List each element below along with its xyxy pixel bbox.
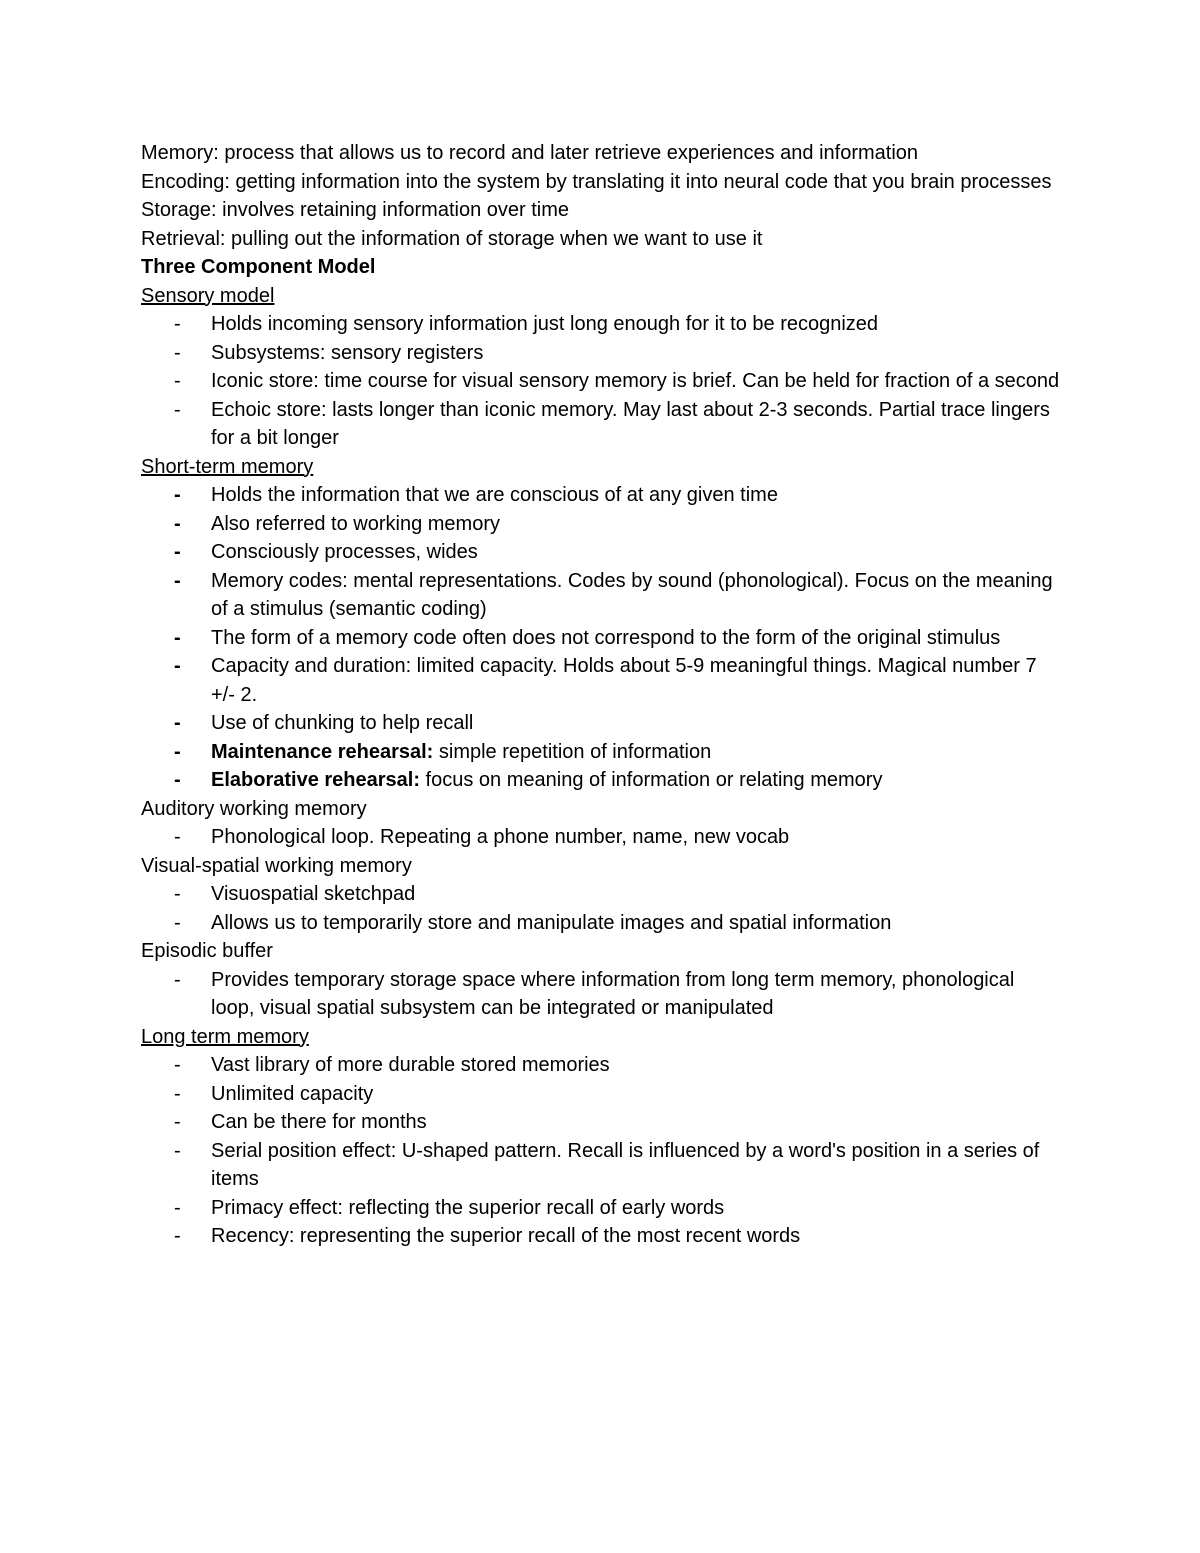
list-item: - Primacy effect: reflecting the superior recall of early words [141, 1194, 1061, 1223]
term-elaborative-rehearsal: Elaborative rehearsal: [211, 769, 420, 791]
dash-bullet: - [174, 740, 181, 763]
term-maintenance-rehearsal: Maintenance rehearsal: [211, 740, 434, 763]
dash-bullet: - [174, 541, 181, 563]
list-item: - Serial position effect: U-shaped pattern. Recall is influenced by a word's position in a series of items [141, 1137, 1061, 1194]
dash-bullet: - [174, 1054, 181, 1076]
list-item: - Visuospatial sketchpad [141, 880, 1061, 909]
dash-bullet: - [174, 1139, 181, 1162]
definition-storage: Storage: involves retaining information over time [141, 199, 569, 221]
list-item: - Memory codes: mental representations. Codes by sound (phonological). Focus on the meaning of a stimulus (semantic coding) [141, 567, 1061, 624]
document-body [141, 139, 1061, 1251]
list-item: - Provides temporary storage space where information from long term memory, phonological loop, visual spatial subsystem can be integrated or manipulated [141, 966, 1061, 1023]
list-item: - Can be there for months [141, 1108, 1061, 1137]
list-item: - Also referred to working memory [141, 510, 1061, 539]
dash-bullet: - [174, 1111, 181, 1133]
list-item: - Recency: representing the superior recall of the most recent words [141, 1222, 1061, 1251]
definition-memory: Memory: process that allows us to record and later retrieve experiences and information [141, 142, 919, 164]
dash-bullet: - [174, 712, 181, 734]
sensory-model-heading: Sensory model [141, 284, 275, 307]
list-item: - Echoic store: lasts longer than iconic memory. May last about 2-3 seconds. Partial trace lingers for a bit longer [141, 396, 1061, 453]
dash-bullet: - [174, 1196, 181, 1219]
list-item: - Subsystems: sensory registers [141, 339, 1061, 368]
dash-bullet: - [174, 626, 181, 649]
short-term-memory-heading: Short-term memory [141, 455, 314, 478]
dash-bullet: - [174, 484, 181, 506]
dash-bullet: - [174, 911, 181, 934]
auditory-working-memory-list [141, 823, 1061, 852]
list-item: - Holds incoming sensory information just long enough for it to be recognized [141, 310, 1061, 339]
dash-bullet: - [174, 398, 181, 421]
dash-bullet: - [174, 1082, 181, 1105]
dash-bullet: - [174, 313, 181, 335]
list-item: - Iconic store: time course for visual sensory memory is brief. Can be held for fraction of a second [141, 367, 1061, 396]
visual-spatial-working-memory-list [141, 880, 1061, 937]
dash-bullet: - [174, 569, 181, 592]
list-item: - Capacity and duration: limited capacity. Holds about 5-9 meaningful things. Magical number 7 +/- 2. [141, 652, 1061, 709]
dash-bullet: - [174, 1225, 181, 1247]
definition-retrieval: Retrieval: pulling out the information of storage when we want to use it [141, 227, 763, 250]
dash-bullet: - [174, 883, 181, 905]
dash-bullet: - [174, 968, 181, 991]
short-term-memory-list [141, 481, 1061, 795]
long-term-memory-heading: Long term memory [141, 1025, 309, 1048]
dash-bullet: - [174, 512, 181, 535]
list-item: - Phonological loop. Repeating a phone number, name, new vocab [141, 823, 1061, 852]
dash-bullet: - [174, 769, 181, 791]
list-item: - Allows us to temporarily store and manipulate images and spatial information [141, 909, 1061, 938]
list-item-elaborative-rehearsal: - Elaborative rehearsal: focus on meaning of information or relating memory [141, 766, 1061, 795]
visual-spatial-working-memory-heading: Visual-spatial working memory [141, 854, 412, 877]
dash-bullet: - [174, 655, 181, 677]
long-term-memory-list [141, 1051, 1061, 1251]
sensory-model-list [141, 310, 1061, 453]
dash-bullet: - [174, 826, 181, 848]
list-item: - Consciously processes, wides [141, 538, 1061, 567]
auditory-working-memory-heading: Auditory working memory [141, 797, 367, 820]
list-item: - Holds the information that we are conscious of at any given time [141, 481, 1061, 510]
list-item: - The form of a memory code often does not correspond to the form of the original stimulus [141, 624, 1061, 653]
dash-bullet: - [174, 341, 181, 364]
list-item-maintenance-rehearsal: - Maintenance rehearsal: simple repetition of information [141, 738, 1061, 767]
list-item: - Vast library of more durable stored memories [141, 1051, 1061, 1080]
dash-bullet: - [174, 370, 181, 392]
episodic-buffer-list [141, 966, 1061, 1023]
definition-encoding: Encoding: getting information into the system by translating it into neural code that you brain processes [141, 170, 1052, 193]
episodic-buffer-heading: Episodic buffer [141, 940, 273, 962]
model-heading: Three Component Model [141, 256, 376, 278]
list-item: - Use of chunking to help recall [141, 709, 1061, 738]
list-item: - Unlimited capacity [141, 1080, 1061, 1109]
